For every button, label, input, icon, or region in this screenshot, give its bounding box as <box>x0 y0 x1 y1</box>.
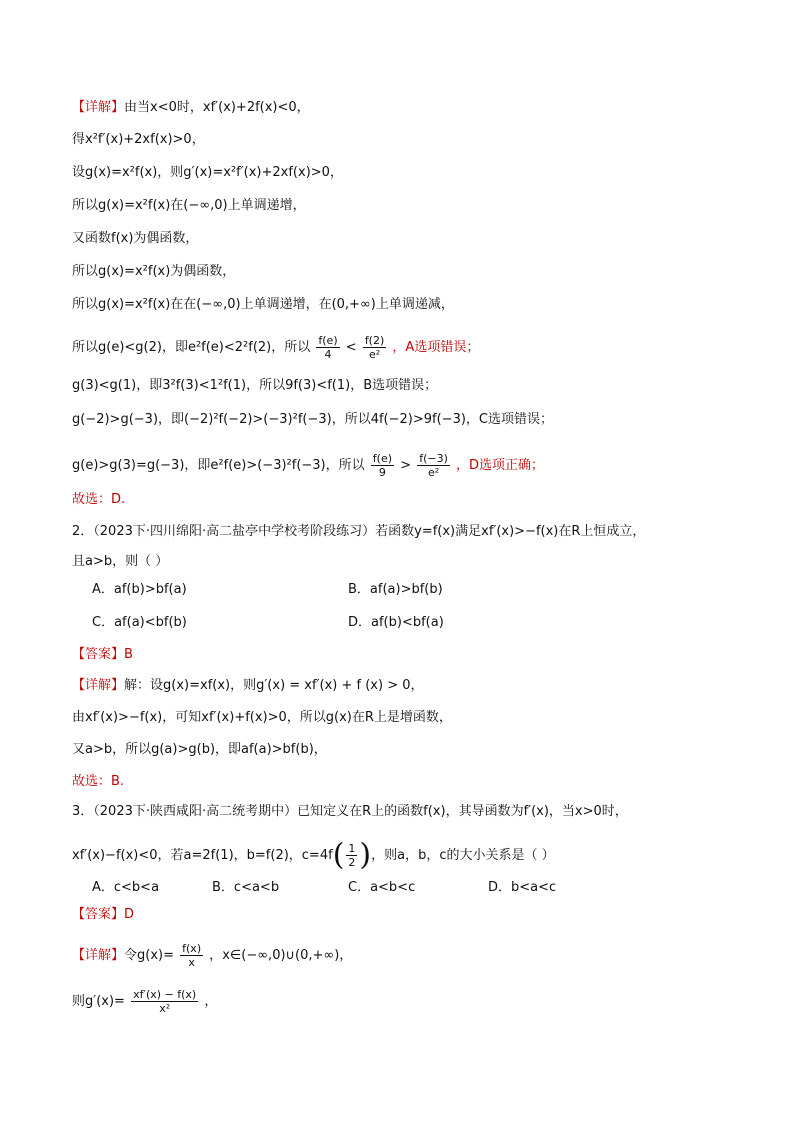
conclusion-text: ，D选项正确； <box>456 458 545 473</box>
q3-option-c: C．a<b<c <box>348 880 416 895</box>
denominator: e² <box>427 466 440 479</box>
denominator: x² <box>159 1002 171 1015</box>
less-than-sign: < <box>345 340 357 355</box>
q2-detail-line-1 <box>72 676 424 696</box>
line-text: 令g(x)= <box>124 948 174 963</box>
detail-line-12: 故选：D. <box>72 492 126 507</box>
answer-value: B <box>124 647 133 662</box>
detail-text: 解：设g(x)=xf(x)，则g′(x) = xf′(x) + f (x) > 0， <box>124 678 424 693</box>
denominator: e² <box>368 348 381 361</box>
line-text: xf′(x)−f(x)<0，若a=2f(1)，b=f(2)，c=4f <box>72 848 333 863</box>
detail-line-2: 得x²f′(x)+2xf(x)>0， <box>72 132 205 147</box>
conclusion-text: ，A选项错误； <box>392 340 480 355</box>
fraction <box>316 334 339 361</box>
detail-line-3: 设g(x)=x²f(x)，则g′(x)=x²f′(x)+2xf(x)>0， <box>72 165 343 180</box>
detail-tag: 【详解】 <box>72 100 125 115</box>
line-text: 则g′(x)= <box>72 994 125 1009</box>
detail-line-5: 又函数f(x)为偶函数， <box>72 231 199 246</box>
q2-option-b: B．af(a)>bf(b) <box>348 582 443 597</box>
numerator: f(2) <box>364 334 385 347</box>
q2-answer <box>72 645 133 665</box>
fraction <box>417 452 450 479</box>
fraction <box>131 988 198 1015</box>
detail-tag: 【详解】 <box>72 678 125 693</box>
q2-detail-line-4: 故选：B. <box>72 774 125 789</box>
q3-stem-line-2 <box>72 837 555 873</box>
detail-line-7: 所以g(x)=x²f(x)在在(−∞,0)上单调递增，在(0,+∞)上单调递减， <box>72 297 454 312</box>
q3-answer <box>72 905 134 925</box>
denominator: x <box>188 956 195 969</box>
detail-line-1 <box>72 98 310 118</box>
numerator: f(e) <box>372 452 393 465</box>
fraction-half <box>346 842 357 869</box>
fraction <box>180 942 203 969</box>
paren-left: ( <box>332 837 345 873</box>
denominator: 2 <box>348 856 356 869</box>
line-text: ，x∈(−∞,0)∪(0,+∞)， <box>209 948 353 963</box>
q2-detail-line-2: 由xf′(x)>−f(x)，可知xf′(x)+f(x)>0，所以g(x)在R上是增函数， <box>72 710 452 725</box>
answer-tag: 【答案】 <box>72 647 125 662</box>
numerator: f(e) <box>318 334 338 347</box>
q2-detail-line-3: 又a>b，所以g(a)>g(b)，即af(a)>bf(b)， <box>72 742 327 757</box>
line-text: ， <box>204 994 218 1009</box>
q2-option-d: D．af(b)<bf(a) <box>348 615 444 630</box>
answer-value: D <box>124 907 135 922</box>
q2-option-a: A．af(b)>bf(a) <box>92 582 187 597</box>
line-text: 所以g(e)<g(2)，即e²f(e)<2²f(2)，所以 <box>72 340 311 355</box>
numerator: f(x) <box>182 942 202 955</box>
denominator: 4 <box>324 348 332 361</box>
detail-line-11 <box>72 452 544 479</box>
detail-line-10: g(−2)>g(−3)，即(−2)²f(−2)>(−3)²f(−3)，所以4f(−2)>9f(−3)，C选项错误； <box>72 412 553 427</box>
line-text: ，则a，b，c的大小关系是（ ） <box>371 848 555 863</box>
numerator: 1 <box>348 842 356 855</box>
q3-detail-line-2 <box>72 988 217 1015</box>
detail-text: 由当x<0时，xf′(x)+2f(x)<0， <box>124 100 310 115</box>
detail-line-4: 所以g(x)=x²f(x)在(−∞,0)上单调递增， <box>72 198 306 213</box>
detail-line-8 <box>72 334 479 361</box>
fraction <box>371 452 394 479</box>
detail-line-9: g(3)<g(1)，即3²f(3)<1²f(1)，所以9f(3)<f(1)，B选项错误； <box>72 378 438 393</box>
q3-option-d: D．b<a<c <box>488 880 557 895</box>
denominator: 9 <box>378 466 386 479</box>
line-text: g(e)>g(3)=g(−3)，即e²f(e)>(−3)²f(−3)，所以 <box>72 458 365 473</box>
q2-option-c: C．af(a)<bf(b) <box>92 615 187 630</box>
q2-stem-line-2: 且a>b，则（ ） <box>72 554 169 569</box>
paren-right: ) <box>359 837 372 873</box>
q3-detail-line-1 <box>72 942 352 969</box>
q3-stem-line-1: 3．（2023下·陕西咸阳·高二统考期中）已知定义在R上的函数f(x)，其导函数为f′(x)，当x>0时， <box>72 804 628 819</box>
fraction <box>363 334 386 361</box>
q2-stem-line-1: 2．（2023下·四川绵阳·高二盐亭中学校考阶段练习）若函数y=f(x)满足xf′(x)>−f(x)在R上恒成立， <box>72 524 646 539</box>
numerator: f(−3) <box>419 452 448 465</box>
answer-tag: 【答案】 <box>72 907 125 922</box>
detail-tag: 【详解】 <box>72 948 125 963</box>
detail-line-6: 所以g(x)=x²f(x)为偶函数， <box>72 264 236 279</box>
greater-than-sign: > <box>400 458 412 473</box>
numerator: xf′(x) − f(x) <box>133 988 197 1001</box>
q3-option-b: B．c<a<b <box>212 880 280 895</box>
q3-option-a: A．c<b<a <box>92 880 160 895</box>
